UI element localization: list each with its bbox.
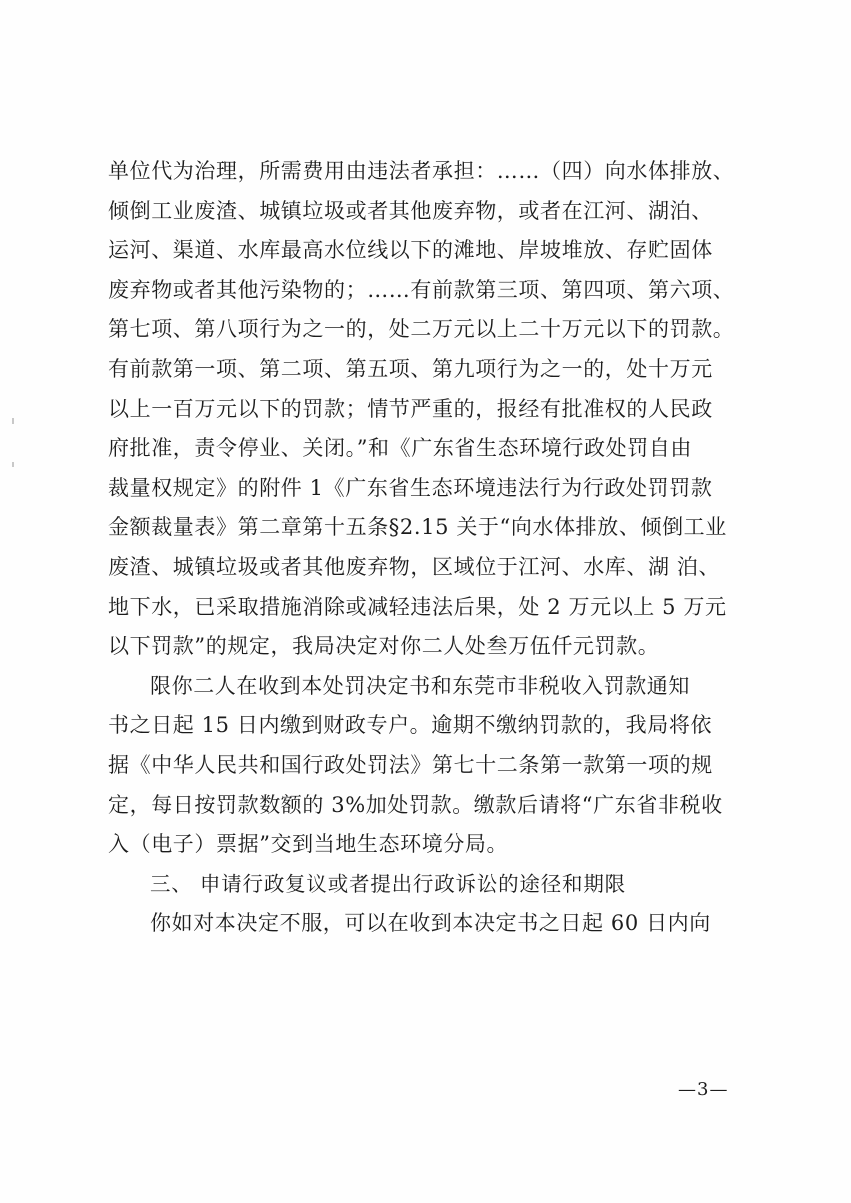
paragraph-start-line: 限你二人在收到本处罚决定书和东莞市非税收入罚款通知 <box>150 673 690 698</box>
text-line: 以上一百万元以下的罚款；情节严重的，报经有批准权的人民政 <box>108 396 713 421</box>
scan-mark <box>12 462 14 467</box>
text-line: 以下罚款”的规定，我局决定对你二人处叁万伍仟元罚款。 <box>108 634 660 659</box>
text-line: 单位代为治理，所需费用由违法者承担：……（四）向水体排放、 <box>108 159 735 183</box>
text-line: 废弃物或者其他污染物的；……有前款第三项、第四项、第六项、 <box>108 277 735 302</box>
text-line: 运河、渠道、水库最高水位线以下的滩地、岸坡堆放、存贮固体 <box>108 238 713 263</box>
text-line: 府批准，责令停业、关闭。”和《广东省生态环境行政处罚自由 <box>108 436 693 461</box>
text-line: 据《中华人民共和国行政处罚法》第七十二条第一款第一项的规 <box>108 752 713 777</box>
page-number: —3— <box>678 1079 729 1100</box>
text-line: 废渣、城镇垃圾或者其他废弃物，区域位于江河、水库、湖 泊、 <box>108 554 721 579</box>
text-line: 第七项、第八项行为之一的，处二万元以上二十万元以下的罚款。 <box>108 317 735 342</box>
scan-mark <box>12 418 14 424</box>
text-line: 书之日起 15 日内缴到财政专户。逾期不缴纳罚款的，我局将依 <box>108 713 713 738</box>
text-line: 入（电子）票据”交到当地生态环境分局。 <box>108 832 509 857</box>
text-line: 倾倒工业废渣、城镇垃圾或者其他废弃物，或者在江河、湖泊、 <box>108 198 713 223</box>
text-line: 金额裁量表》第二章第十五条§2.15 关于“向水体排放、倾倒工业 <box>108 515 727 540</box>
text-line: 裁量权规定》的附件 1《广东省生态环境违法行为行政处罚罚款 <box>108 475 713 500</box>
text-line: 有前款第一项、第二项、第五项、第九项行为之一的，处十万元 <box>108 356 713 381</box>
text-line: 地下水，已采取措施消除或减轻违法后果，处 2 万元以上 5 万元 <box>108 594 727 619</box>
body-text <box>108 152 744 944</box>
paragraph-start-line: 你如对本决定不服，可以在收到本决定书之日起 60 日内向 <box>150 911 711 936</box>
section-heading: 三、 申请行政复议或者提出行政诉讼的途径和期限 <box>150 871 626 896</box>
text-line: 定，每日按罚款数额的 3%加处罚款。缴款后请将“广东省非税收 <box>108 792 723 817</box>
